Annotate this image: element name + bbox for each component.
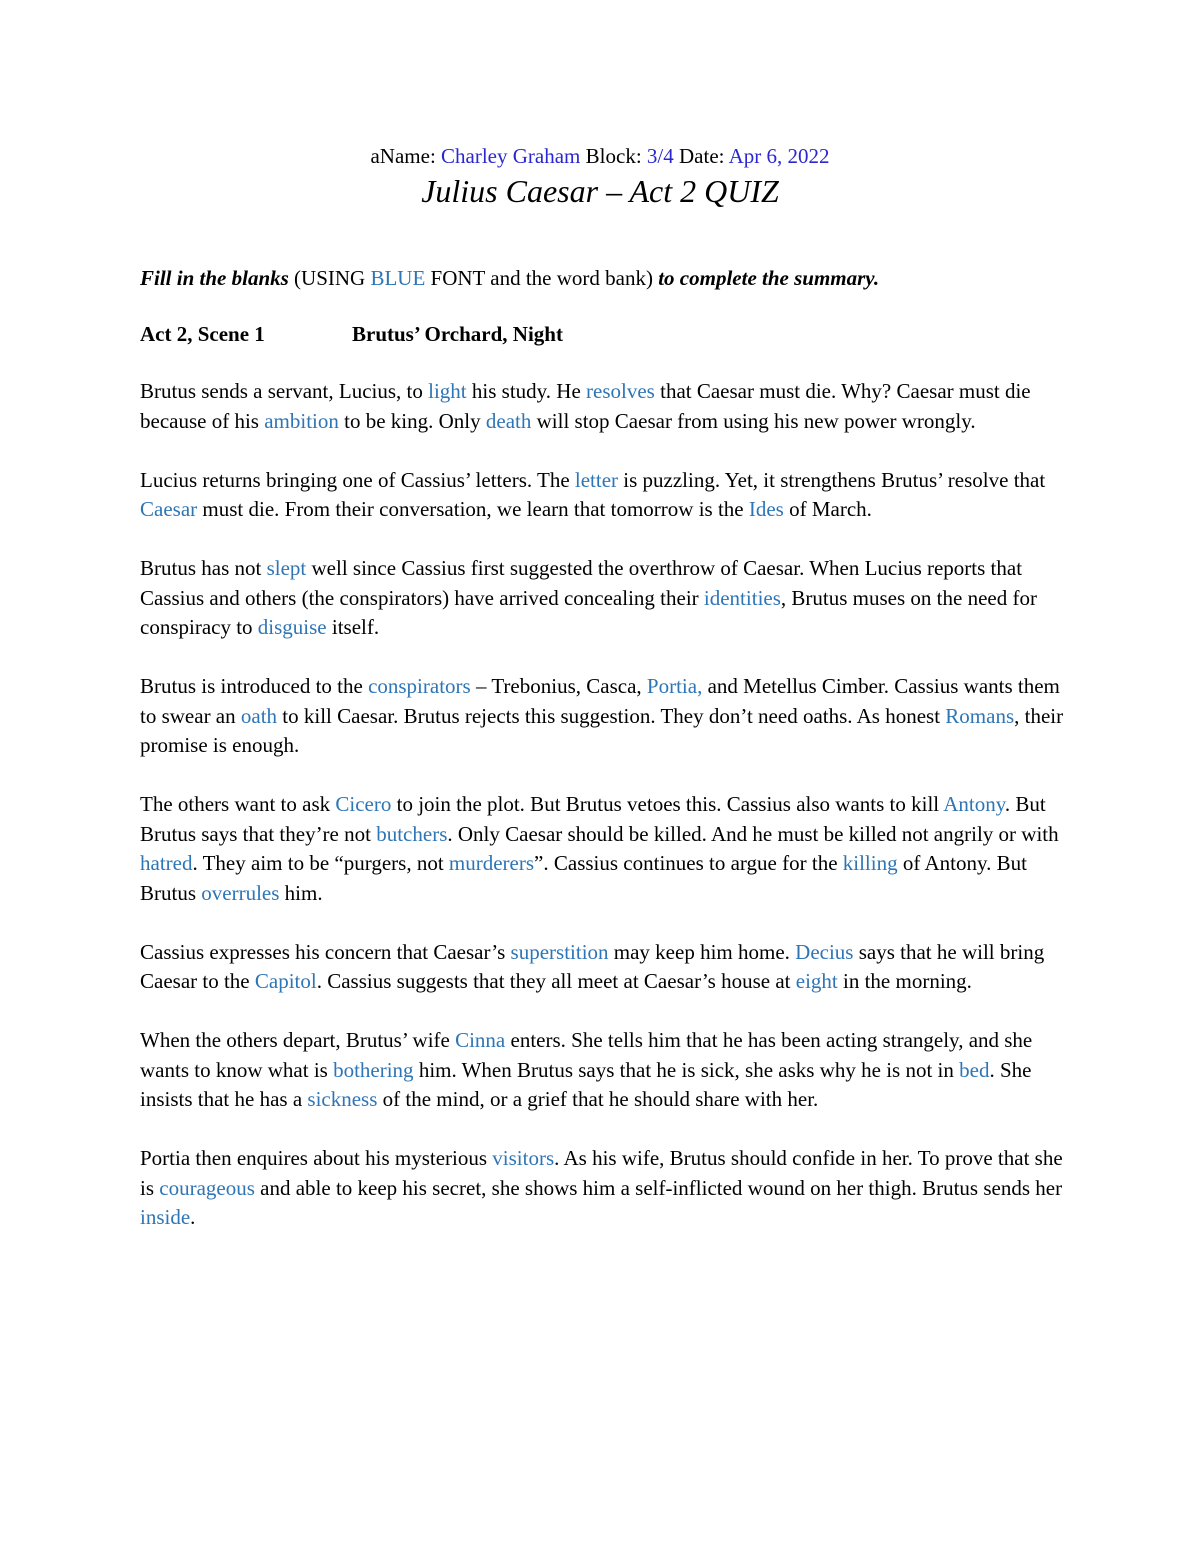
summary-paragraph-1 xyxy=(140,377,1080,436)
answer: murderers xyxy=(448,851,535,875)
text: well since Cassius first suggested the overthrow of Caesar. When Lucius reports that Cassius and others (the conspirators) have arrived concealing their xyxy=(140,556,1023,610)
answer: Decius xyxy=(795,939,854,964)
date-label: Date: xyxy=(679,144,725,168)
text: that Caesar must die. Why? Caesar must die because of his xyxy=(140,379,1031,433)
answer: identities xyxy=(703,585,781,610)
text: says that he will bring Caesar to the xyxy=(140,939,1045,993)
text: . Cassius suggests that they all meet at Caesar’s house at xyxy=(316,969,796,993)
text: him. xyxy=(279,880,323,905)
answer: superstition xyxy=(510,939,609,964)
text: to join the plot. But Brutus vetoes this. Cassius also wants to kill xyxy=(391,792,944,816)
answer: Romans xyxy=(945,703,1015,728)
answer: Antony xyxy=(943,792,1005,816)
text: itself. xyxy=(326,615,380,639)
answer: resolves xyxy=(586,379,655,403)
text: of the mind, or a grief that he should share with her. xyxy=(377,1087,819,1111)
text: is puzzling. Yet, it strengthens Brutus’ resolve that xyxy=(618,467,1046,492)
answer: visitors xyxy=(492,1146,555,1170)
answer: sickness xyxy=(307,1087,378,1111)
text: may keep him home. xyxy=(608,939,796,964)
text: enters. She tells him that he has been acting strangely, and she wants to know what is xyxy=(140,1028,1033,1082)
answer: hatred xyxy=(140,851,193,875)
text: to be king. Only xyxy=(338,408,486,433)
summary-paragraph-7 xyxy=(140,1026,1080,1115)
instructions-text: (USING xyxy=(288,266,371,290)
text: in the morning. xyxy=(837,969,972,993)
name-label: aName: xyxy=(370,144,436,168)
text: him. When Brutus says that he is sick, she asks why he is not in xyxy=(413,1057,960,1082)
answer: bothering xyxy=(333,1057,414,1082)
text: of March. xyxy=(783,497,872,521)
block-label: Block: xyxy=(585,144,642,168)
text: – Trebonius, Casca, xyxy=(470,674,647,698)
instructions-lead: Fill in the blanks xyxy=(140,266,289,290)
text: , Brutus muses on the need for conspiracy to xyxy=(140,585,1037,639)
date-value: Apr 6, 2022 xyxy=(728,144,830,168)
text: must die. From their conversation, we learn that tomorrow is the xyxy=(197,497,749,521)
text: Brutus has not xyxy=(140,556,267,580)
text: . She insists that he has a xyxy=(140,1057,1032,1111)
text: , their promise is enough. xyxy=(140,703,1064,757)
answer: killing xyxy=(842,851,898,875)
text: Portia then enquires about his mysterious xyxy=(140,1146,493,1170)
instructions-tail: to complete the summary. xyxy=(658,266,880,290)
answer: Caesar xyxy=(140,497,198,521)
answer: Cicero xyxy=(335,792,392,816)
text: ”. Cassius continues to argue for the xyxy=(534,851,843,875)
summary-paragraph-6 xyxy=(140,938,1080,997)
text: . As his wife, Brutus should confide in her. To prove that she is xyxy=(140,1146,1063,1200)
text: and able to keep his secret, she shows him a self-inflicted wound on her thigh. Brutus sends her xyxy=(254,1175,1063,1200)
student-info-line xyxy=(0,142,1200,170)
answer: oath xyxy=(240,703,278,728)
scene-setting: Brutus’ Orchard, Night xyxy=(352,322,563,346)
text: . But Brutus says that they’re not xyxy=(140,792,1046,846)
instructions-blue-word: BLUE xyxy=(370,266,426,290)
name-value: Charley Graham xyxy=(441,144,581,168)
text: Lucius returns bringing one of Cassius’ letters. The xyxy=(140,467,575,492)
text: The others want to ask xyxy=(140,792,336,816)
summary-body xyxy=(140,377,1080,1262)
text: Brutus is introduced to the xyxy=(140,674,369,698)
scene-heading xyxy=(140,320,1080,349)
text: . They aim to be “purgers, not xyxy=(192,851,449,875)
instructions-text: FONT and the word bank) xyxy=(425,266,659,290)
text: Brutus sends a servant, Lucius, to xyxy=(140,379,429,403)
answer: courageous xyxy=(159,1175,255,1200)
text: his study. He xyxy=(466,379,587,403)
answer: light xyxy=(428,379,467,403)
text: When the others depart, Brutus’ wife xyxy=(140,1028,456,1052)
summary-paragraph-8 xyxy=(140,1144,1080,1233)
answer: conspirators xyxy=(368,674,471,698)
answer: disguise xyxy=(257,615,327,639)
text: will stop Caesar from using his new power wrongly. xyxy=(531,408,976,433)
answer: ambition xyxy=(264,408,339,433)
answer: eight xyxy=(795,969,838,993)
scene-number: Act 2, Scene 1 xyxy=(140,322,265,346)
quiz-title: Julius Caesar – Act 2 QUIZ xyxy=(421,173,779,209)
summary-paragraph-2 xyxy=(140,466,1080,525)
answer: butchers xyxy=(376,821,448,846)
text: to kill Caesar. Brutus rejects this suggestion. They don’t need oaths. As honest xyxy=(277,703,946,728)
summary-paragraph-4 xyxy=(140,672,1080,761)
answer: slept xyxy=(266,556,307,580)
answer: inside xyxy=(140,1205,191,1229)
text: and Metellus Cimber. Cassius wants them to swear an xyxy=(140,674,1060,728)
answer: bed xyxy=(959,1057,990,1082)
answer: letter xyxy=(574,467,619,492)
instructions xyxy=(140,264,1080,293)
answer: Ides xyxy=(748,497,784,521)
answer: overrules xyxy=(201,880,280,905)
answer: Cinna xyxy=(455,1028,506,1052)
summary-paragraph-3 xyxy=(140,554,1080,643)
answer: Portia, xyxy=(646,674,703,698)
text: . Only Caesar should be killed. And he must be killed not angrily or with xyxy=(447,821,1059,846)
answer: death xyxy=(485,408,532,433)
block-value: 3/4 xyxy=(646,144,674,168)
summary-paragraph-5 xyxy=(140,790,1080,908)
text: Cassius expresses his concern that Caesar’s xyxy=(140,939,511,964)
answer: Capitol xyxy=(254,969,317,993)
text: . xyxy=(190,1205,196,1229)
text: of Antony. But Brutus xyxy=(140,851,1027,905)
